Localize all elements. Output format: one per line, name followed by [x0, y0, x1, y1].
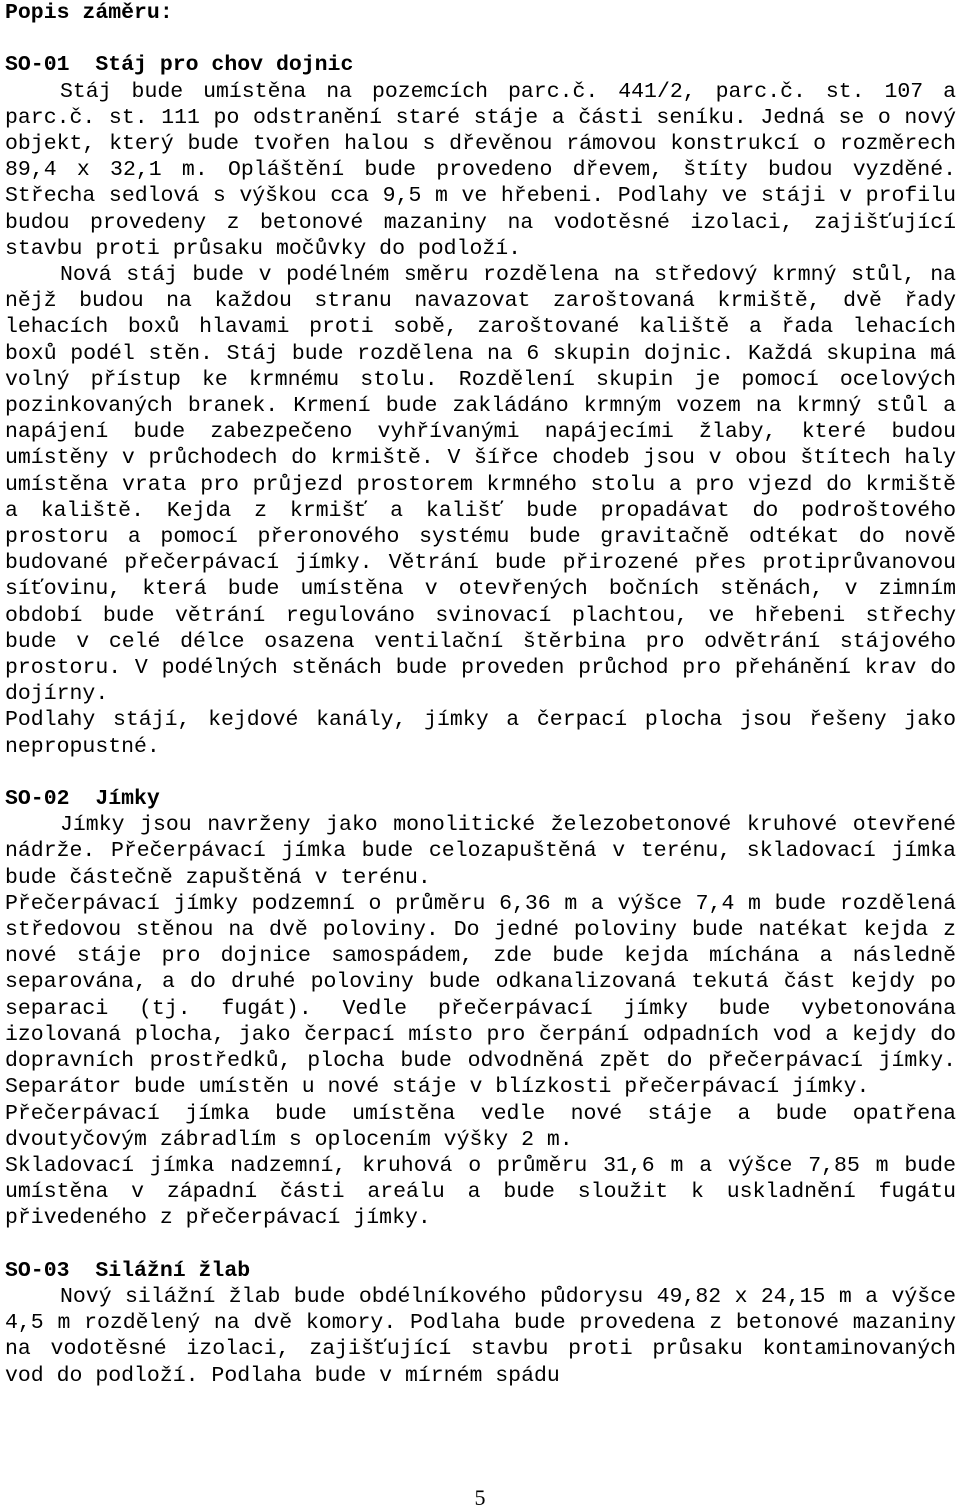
section-so01 — [5, 52, 956, 759]
section-heading: SO-03 Silážní žlab — [5, 1258, 251, 1283]
section-so03 — [5, 1258, 956, 1389]
blank-line — [5, 760, 956, 786]
page-number: 5 — [474, 1485, 486, 1510]
blank-line — [5, 1232, 956, 1258]
page-title: Popis záměru: — [5, 1, 173, 25]
paragraph: Přečerpávací jímky podzemní o průměru 6,36 m a výšce 7,4 m bude rozdělená středovou stěnou na dvě poloviny. Do jedné poloviny bude natékat kejda z nové stáje pro dojnice samospádem, zde bude kejda míchána a následně separována, a do druhé poloviny bude odkanalizovaná tekutá část kejdy po separaci (tj. fugát). Vedle přečerpávací jímky bude vybetonována izolovaná plocha, jako čerpací místo pro čerpání odpadních vod a kejdy do dopravních prostředků, plocha bude odvodněná zpět do přečerpávací jímky. Separátor bude umístěn u nové stáje v blízkosti přečerpávací jímky. — [5, 891, 956, 1100]
paragraph: Nový silážní žlab bude obdélníkového půdorysu 49,82 x 24,15 m a výšce 4,5 m rozdělený na dvě komory. Podlaha bude provedena z betonové mazaniny na vodotěsné izolaci, zajišťující stavbu proti průsaku kontaminovaných vod do podloží. Podlaha bude v mírném spádu — [5, 1284, 956, 1388]
paragraph: Nová stáj bude v podélném směru rozdělena na středový krmný stůl, na nějž budou na každou stranu navazovat zaroštovaná krmiště, dvě řady lehacích boxů hlavami proti sobě, zaroštované kaliště a řada lehacích boxů podél stěn. Stáj bude rozdělena na 6 skupin dojnic. Každá skupina má volný přístup ke krmnému stolu. Rozdělení skupin je pomocí ocelových pozinkovaných branek. Krmení bude zakládáno krmným vozem na krmný stůl a napájení bude zabezpečeno vyhřívanými napájecími žlaby, které budou umístěny v průchodech do krmiště. V šířce chodeb jsou v obou štítech haly umístěna vrata pro průjezd prostorem krmného stolu a pro vjezd do krmiště a kaliště. Kejda z krmišť a kališť bude propadávat do podroštového prostoru a pomocí přeronového systému bude gravitačně odtékat do nově budované přečerpávací jímky. Větrání bude přirozené přes protiprůvanovou síťovinu, která bude umístěna v otevřených bočních stěnách, v zimním období bude větrání regulováno svinovací plachtou, ve hřebeni střechy bude v celé délce osazena ventilační štěrbina pro odvětrání stájového prostoru. V podélných stěnách bude proveden průchod pro přehánění krav do dojírny. — [5, 263, 956, 707]
section-so02 — [5, 786, 956, 1231]
blank-line — [5, 26, 956, 52]
paragraph: Přečerpávací jímka bude umístěna vedle nové stáje a bude opatřena dvoutyčovým zábradlím s oplocením výšky 2 m. — [5, 1101, 956, 1152]
paragraph: Podlahy stájí, kejdové kanály, jímky a čerpací plocha jsou řešeny jako nepropustné. — [5, 708, 956, 759]
document-page — [5, 0, 956, 1389]
section-heading: SO-02 Jímky — [5, 787, 160, 812]
paragraph: Stáj bude umístěna na pozemcích parc.č. 441/2, parc.č. st. 107 a parc.č. st. 111 po odstranění staré stáje a části seníku. Jedná se o nový objekt, který bude tvořen halou s dřevěnou rámovou konstrukcí o rozměrech 89,4 x 32,1 m. Opláštění bude provedeno dřevem, štíty budou vyzděné. Střecha sedlová s výškou cca 9,5 m ve hřebeni. Podlahy ve stáji v profilu budou provedeny z betonové mazaniny na vodotěsné izolaci, zajišťující stavbu proti průsaku močůvky do podloží. — [5, 79, 956, 261]
paragraph: Skladovací jímka nadzemní, kruhová o průměru 31,6 m a výšce 7,85 m bude umístěna v západní části areálu a bude sloužit k uskladnění fugátu přivedeného z přečerpávací jímky. — [5, 1153, 956, 1231]
paragraph: Jímky jsou navrženy jako monolitické železobetonové kruhové otevřené nádrže. Přečerpávací jímka bude celozapuštěná v terénu, skladovací jímka bude částečně zapuštěná v terénu. — [5, 813, 956, 890]
section-heading: SO-01 Stáj pro chov dojnic — [5, 53, 354, 78]
